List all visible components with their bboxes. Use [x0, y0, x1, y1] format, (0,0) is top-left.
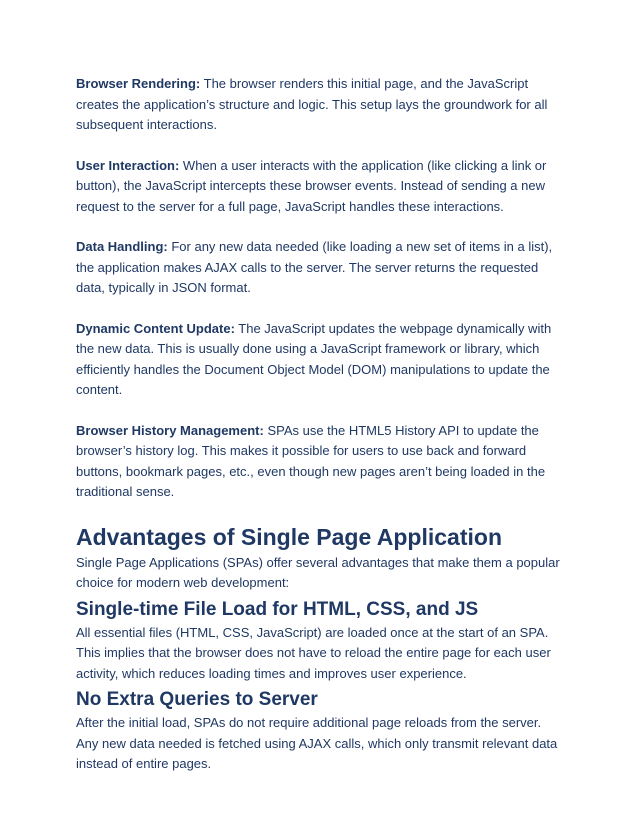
paragraph-label: Browser Rendering: [76, 76, 201, 91]
paragraph-label: Data Handling: [76, 239, 168, 254]
subsection-body-single-time-file-load: All essential files (HTML, CSS, JavaScript) are loaded once at the start of an SPA. This implies that the browser does not have to reload the entire page for each user activity, which reduces loading times and improves user experience. [76, 624, 551, 681]
paragraph-data-handling [76, 237, 564, 299]
paragraph-text: The JavaScript updates the webpage dynamically with the new data. This is usually done using a JavaScript framework or library, which efficiently handles the Document Object Model (DOM) manipulations to update the content. [76, 320, 552, 397]
paragraph-user-interaction [76, 156, 564, 218]
paragraph-label: User Interaction: [76, 157, 180, 173]
section-heading: Advantages of Single Page Application [76, 523, 502, 550]
section-intro: Single Page Applications (SPAs) offer several advantages that make them a popular choice for modern web development: [76, 554, 560, 590]
paragraph-label: Browser History Management: [76, 422, 264, 438]
paragraph-text: SPAs use the HTML5 History API to update the browser’s history log. This makes it possible for users to use back and forward buttons, bookmark pages, etc., even though new pages aren’t being loaded in the traditional sense. [76, 422, 546, 499]
paragraph-text: The browser renders this initial page, and the JavaScript creates the application’s structure and logic. This setup lays the groundwork for all subsequent interactions. [76, 76, 548, 132]
subsection-heading-no-extra-queries: No Extra Queries to Server [76, 689, 318, 710]
paragraph-label: Dynamic Content Update: [76, 320, 235, 336]
subsection-body-no-extra-queries: After the initial load, SPAs do not require additional page reloads from the server. Any new data needed is fetched using AJAX calls, which only transmit relevant data instead of entire pages. [76, 715, 558, 771]
subsection-heading-single-time-file-load: Single-time File Load for HTML, CSS, and JS [76, 598, 479, 620]
paragraph-browser-rendering [76, 74, 564, 136]
paragraph-text: For any new data needed (like loading a new set of items in a list), the application makes AJAX calls to the server. The server returns the requested data, typically in JSON format. [76, 239, 553, 295]
paragraph-text: When a user interacts with the application (like clicking a link or button), the JavaScript intercepts these browser events. Instead of sending a new request to the server for a full page, JavaScript handles these interactions. [76, 157, 547, 214]
paragraph-browser-history-management [76, 421, 564, 503]
paragraph-dynamic-content-update [76, 319, 564, 401]
document-page [76, 74, 564, 775]
